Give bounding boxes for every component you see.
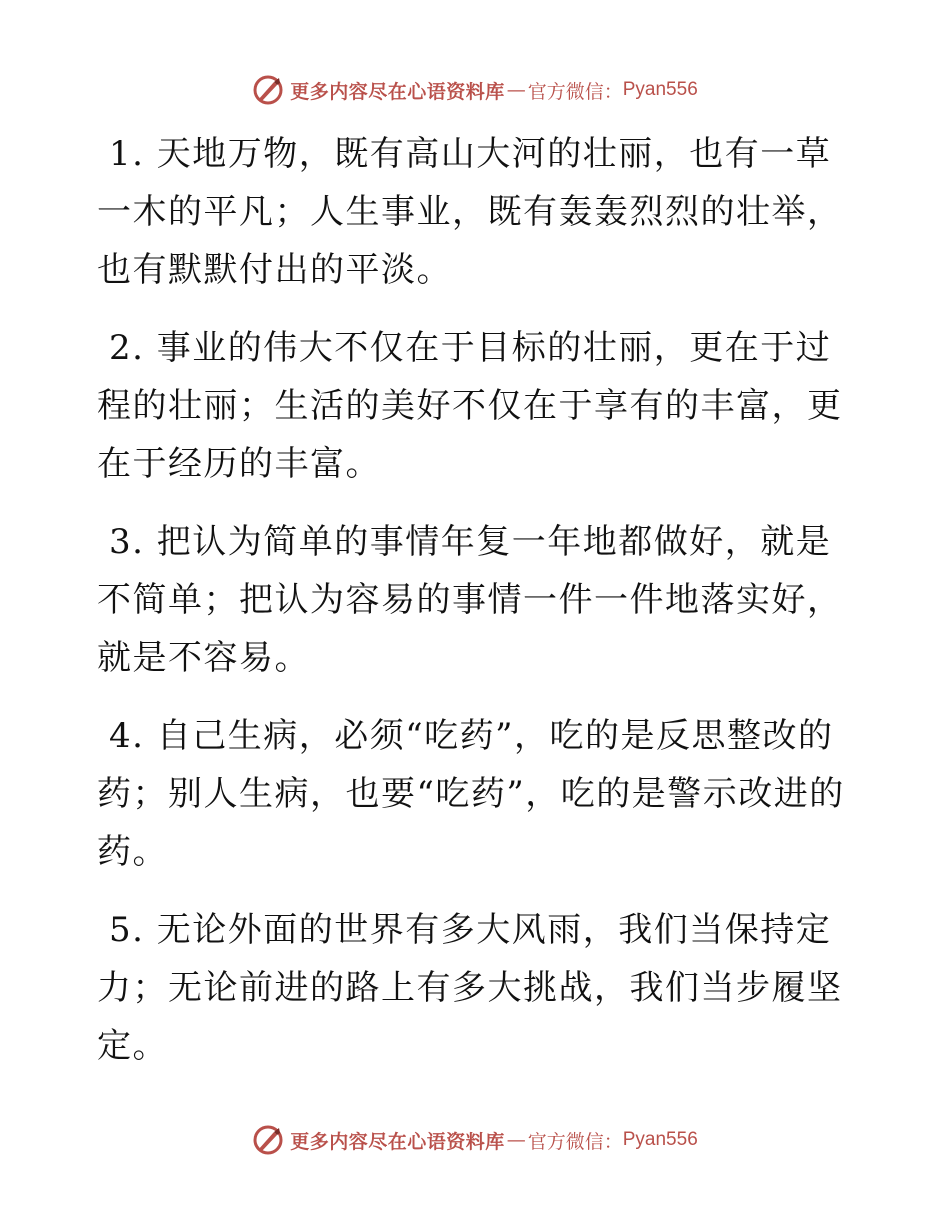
banner-wechat-id: Pyan556 bbox=[622, 79, 698, 100]
paragraph-1: 1. 天地万物，既有高山大河的壮丽，也有一草一木的平凡；人生事业，既有轰轰烈烈的壮举，也有默默付出的平淡。 bbox=[97, 134, 843, 290]
paragraph-2: 2. 事业的伟大不仅在于目标的壮丽，更在于过程的壮丽；生活的美好不仅在于享有的丰富，更在于经历的丰富。 bbox=[97, 328, 843, 484]
header-banner bbox=[0, 70, 950, 110]
document-body bbox=[97, 125, 857, 1095]
banner-main-text: 更多内容尽在心语资料库 bbox=[290, 80, 505, 103]
paragraph-3: 3. 把认为简单的事情年复一年地都做好，就是不简单；把认为容易的事情一件一件地落实好，就是不容易。 bbox=[97, 522, 843, 678]
banner-wechat-id: Pyan556 bbox=[622, 1129, 698, 1150]
paragraph-5: 5. 无论外面的世界有多大风雨，我们当保持定力；无论前进的路上有多大挑战，我们当步履坚定。 bbox=[97, 910, 843, 1066]
footer-banner bbox=[0, 1120, 950, 1160]
feather-pen-logo-icon bbox=[252, 1124, 284, 1156]
banner-dash: — bbox=[506, 79, 526, 101]
banner-dash: — bbox=[506, 1129, 526, 1151]
paragraph-4: 4. 自己生病，必须“吃药”，吃的是反思整改的药；别人生病，也要“吃药”，吃的是警示改进的药。 bbox=[97, 716, 845, 872]
banner-wechat-label: 官方微信： bbox=[527, 80, 623, 103]
feather-pen-logo-icon bbox=[252, 74, 284, 106]
banner-wechat-label: 官方微信： bbox=[527, 1130, 623, 1153]
banner-main-text: 更多内容尽在心语资料库 bbox=[290, 1130, 505, 1153]
